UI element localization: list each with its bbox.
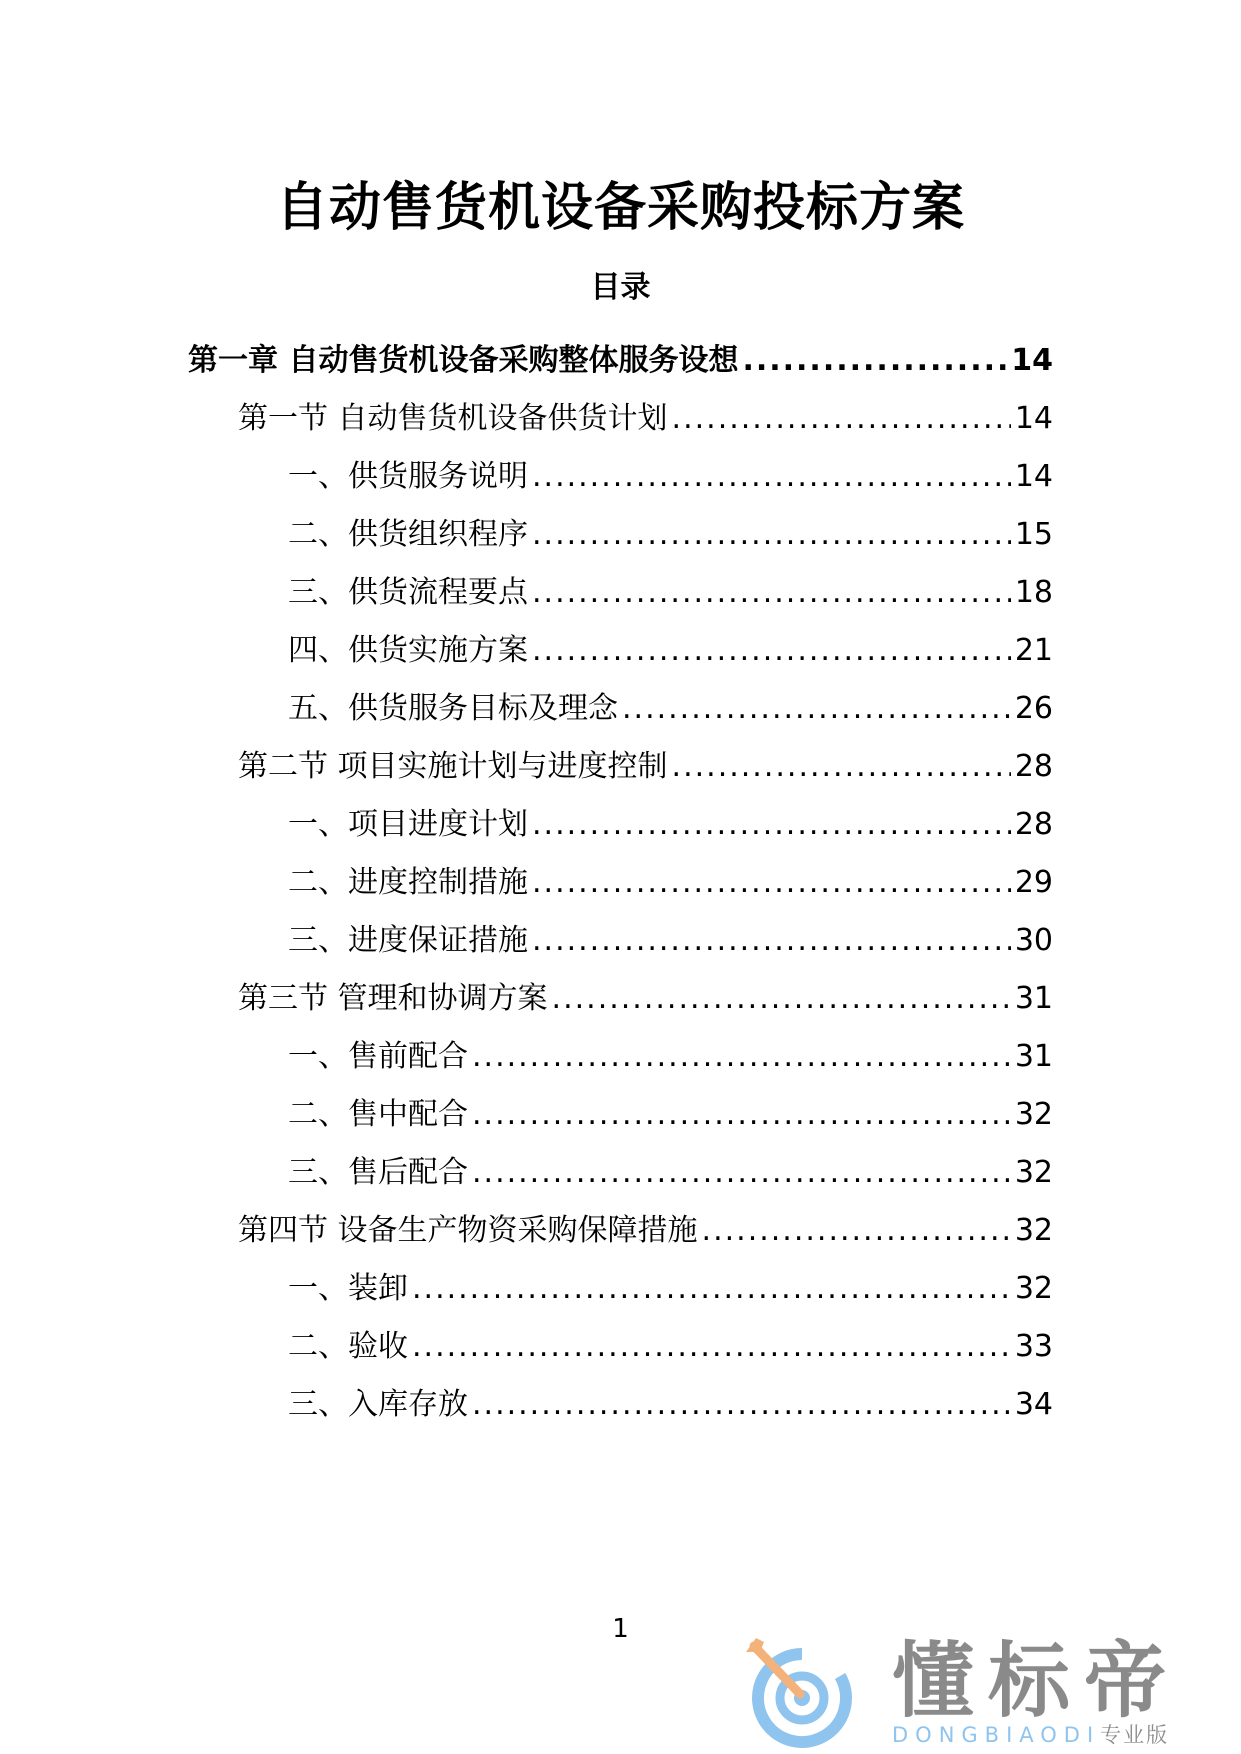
toc-entry-page: 29 [1014,865,1053,900]
watermark-subtitle-text: DONGBIAODI [892,1723,1101,1747]
toc-leader-dots [532,457,1011,497]
toc-entry-title: 二、验收 [288,1329,408,1364]
toc-leader-dots [532,805,1011,845]
toc-leader-dots [472,1037,1011,1077]
toc-entry-title: 二、进度控制措施 [288,865,528,900]
toc-leader-dots [742,341,1007,381]
toc-leader-dots [532,863,1011,903]
toc-entry-section-4[interactable] [238,1203,1053,1251]
toc-entry-item[interactable] [288,797,1053,845]
toc-entry-page: 32 [1014,1213,1053,1248]
toc-entry-page: 14 [1011,343,1053,378]
toc-leader-dots [532,631,1011,671]
watermark-subtitle [892,1722,1169,1748]
toc-entry-page: 32 [1014,1271,1053,1306]
toc-entry-page: 28 [1014,807,1053,842]
toc-entry-title: 五、供货服务目标及理念 [288,691,618,726]
toc-entry-title: 一、供货服务说明 [288,459,528,494]
page-number: 1 [612,1614,629,1644]
toc-entry-chapter-1[interactable] [188,333,1053,381]
toc-entry-title: 第三节 管理和协调方案 [238,981,548,1016]
toc-entry-item[interactable] [288,855,1053,903]
toc-leader-dots [552,979,1011,1019]
toc-entry-title: 三、进度保证措施 [288,923,528,958]
toc-entry-item[interactable] [288,507,1053,555]
toc-entry-page: 32 [1014,1097,1053,1132]
toc-entry-title: 一、装卸 [288,1271,408,1306]
toc-entry-item[interactable] [288,1261,1053,1309]
toc-entry-title: 三、入库存放 [288,1387,468,1422]
toc-leader-dots [412,1269,1011,1309]
toc-entry-item[interactable] [288,1377,1053,1425]
toc-entry-page: 18 [1014,575,1053,610]
watermark-brand: 懂标帝 [892,1634,1181,1729]
toc-leader-dots [472,1153,1011,1193]
document-title: 自动售货机设备采购投标方案 [275,178,965,238]
watermark-logo [742,1636,1222,1748]
toc-entry-title: 三、售后配合 [288,1155,468,1190]
toc-entry-title: 二、售中配合 [288,1097,468,1132]
toc-entry-item[interactable] [288,1029,1053,1077]
toc-leader-dots [672,747,1011,787]
toc-entry-page: 14 [1014,401,1053,436]
toc-entry-title: 一、售前配合 [288,1039,468,1074]
toc-entry-title: 第一章 自动售货机设备采购整体服务设想 [188,343,739,378]
toc-leader-dots [672,399,1011,439]
toc-leader-dots [702,1211,1011,1251]
toc-entry-section-3[interactable] [238,971,1053,1019]
toc-entry-item[interactable] [288,1319,1053,1367]
toc-entry-page: 32 [1014,1155,1053,1190]
toc-entry-page: 34 [1014,1387,1053,1422]
toc-leader-dots [622,689,1011,729]
toc-entry-page: 30 [1014,923,1053,958]
toc-leader-dots [472,1385,1011,1425]
toc-entry-title: 三、供货流程要点 [288,575,528,610]
toc-entry-page: 21 [1014,633,1053,668]
toc-entry-page: 33 [1014,1329,1053,1364]
toc-entry-item[interactable] [288,565,1053,613]
toc-entry-page: 15 [1014,517,1053,552]
toc-leader-dots [532,515,1011,555]
watermark-edition: 专业版 [1100,1723,1170,1747]
toc-entry-title: 第四节 设备生产物资采购保障措施 [238,1213,698,1248]
toc-leader-dots [412,1327,1011,1367]
toc-entry-item[interactable] [288,681,1053,729]
toc-entry-title: 第二节 项目实施计划与进度控制 [238,749,668,784]
toc-entry-item[interactable] [288,913,1053,961]
target-arrow-icon [742,1636,868,1748]
toc-entry-item[interactable] [288,623,1053,671]
toc-entry-item[interactable] [288,1145,1053,1193]
toc-entry-page: 14 [1014,459,1053,494]
toc-entry-item[interactable] [288,1087,1053,1135]
toc-leader-dots [532,573,1011,613]
toc-leader-dots [532,921,1011,961]
toc-entry-title: 四、供货实施方案 [288,633,528,668]
toc-entry-page: 28 [1014,749,1053,784]
toc-entry-page: 31 [1014,1039,1053,1074]
toc-entry-title: 一、项目进度计划 [288,807,528,842]
toc-entry-section-1[interactable] [238,391,1053,439]
toc-entry-item[interactable] [288,449,1053,497]
toc-entry-section-2[interactable] [238,739,1053,787]
toc-heading: 目录 [590,270,651,305]
toc-entry-page: 31 [1014,981,1053,1016]
toc-entry-title: 二、供货组织程序 [288,517,528,552]
toc-leader-dots [472,1095,1011,1135]
toc-entry-title: 第一节 自动售货机设备供货计划 [238,401,668,436]
toc-entry-page: 26 [1014,691,1053,726]
